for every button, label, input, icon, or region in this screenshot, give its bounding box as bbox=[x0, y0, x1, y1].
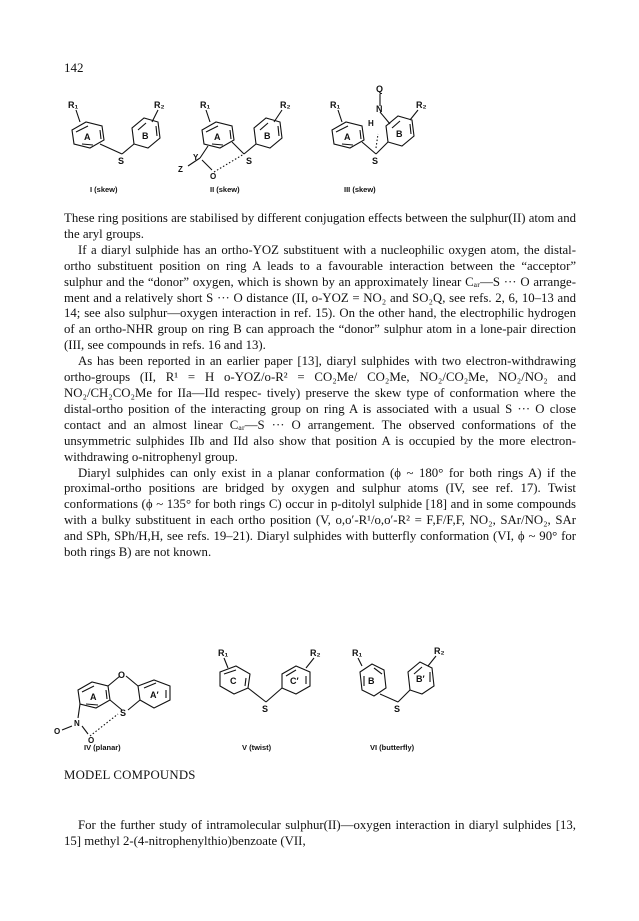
paragraph-3 bbox=[64, 354, 576, 465]
label-ring-a-III: A bbox=[344, 132, 351, 142]
label-ring-a-II: A bbox=[214, 132, 221, 142]
text-line: CO₂Me, NO₂/CO₂Me, NO₂/NO₂ and NO₂/CH₂CO₂Me for IIa—IId respec- bbox=[64, 370, 577, 400]
text-line: the sulphur(II) atom and the aryl groups. bbox=[64, 211, 576, 241]
text-line: conformations of the unsymmetric sulphides IIb and IId also show that bbox=[64, 417, 576, 448]
label-ring-c-prime-V: C′ bbox=[290, 676, 299, 686]
figure-bottom-conformations bbox=[54, 646, 480, 752]
paragraph-2 bbox=[64, 243, 576, 354]
text-line: favourable interaction between the “acceptor” sulphur and the “donor” bbox=[64, 258, 577, 289]
text-line: oxygen atom, the distal-ortho substituent position on ring A leads to a bbox=[64, 242, 576, 273]
label-ring-b-II: B bbox=[264, 131, 271, 141]
figure-top-skew-conformations bbox=[60, 84, 460, 202]
caption-IV: IV (planar) bbox=[84, 743, 121, 752]
text-line: position A is occupied by the more electron-withdrawing o-nitrophenyl bbox=[64, 433, 576, 464]
label-s-IV: S bbox=[120, 708, 127, 718]
text-line: NO₂, SAr/NO₂, SAr and SPh, SPh/H,H, see refs. 19–21). Diaryl sulphides bbox=[64, 513, 577, 544]
structure-II bbox=[188, 110, 282, 172]
text-line: These ring positions are stabilised by different conjugation effects between bbox=[64, 211, 448, 225]
paragraph-4 bbox=[64, 466, 576, 561]
label-ring-b-VI: B bbox=[368, 676, 375, 686]
label-r1-II: R₁ bbox=[200, 100, 211, 110]
label-r2-III: R₂ bbox=[416, 100, 427, 110]
label-s-I: S bbox=[118, 156, 125, 166]
label-s-VI: S bbox=[394, 704, 401, 714]
text-line: ring B can approach the “donor” sulphur atom in a lone-pair direction (III, bbox=[64, 322, 576, 353]
label-h-III: H bbox=[368, 119, 374, 128]
last-paragraph bbox=[64, 818, 576, 850]
label-r2-II: R₂ bbox=[280, 100, 291, 110]
paragraph-1 bbox=[64, 211, 576, 243]
label-n-IV: N bbox=[74, 719, 80, 728]
text-line: oxygen, which is shown by an approximately linear Cₐᵣ—S ··· O arrange- bbox=[192, 274, 576, 289]
text-line: For the further study of intramolecular sulphur(II)—oxygen interaction bbox=[78, 818, 451, 832]
body-text bbox=[64, 211, 576, 561]
label-ring-b-prime-VI: B′ bbox=[416, 674, 425, 684]
text-line: If a diaryl sulphide has an ortho-YOZ substituent with a nucleophilic bbox=[78, 242, 445, 257]
text-line: with butterfly conformation (VI, ϕ ~ 90° for both rings B) are not known. bbox=[64, 529, 577, 560]
label-n-III: N bbox=[376, 104, 383, 114]
paragraph-5 bbox=[64, 818, 576, 850]
caption-III: III (skew) bbox=[344, 185, 376, 194]
caption-VI: VI (butterfly) bbox=[370, 743, 415, 752]
text-line: ment and a relatively short S ··· O distance (II, o-YOZ = NO₂ and SO₂Q, bbox=[64, 290, 446, 305]
structure-III bbox=[332, 94, 418, 154]
section-heading: MODEL COMPOUNDS bbox=[64, 768, 196, 782]
label-y-II: Y bbox=[193, 153, 199, 162]
caption-I: I (skew) bbox=[90, 185, 118, 194]
label-s-V: S bbox=[262, 704, 269, 714]
text-line: group. bbox=[204, 449, 238, 464]
text-line: Diaryl sulphides can only exist in a planar conformation (ϕ ~ 180° for bbox=[78, 465, 464, 480]
text-line: On the other hand, the electrophilic hydrogen of an ortho-NHR group on bbox=[64, 306, 576, 337]
label-q-III: Q bbox=[376, 84, 384, 94]
text-line: tively) preserve the skew type of conformation where the distal-ortho bbox=[64, 385, 576, 416]
label-o-II: O bbox=[210, 172, 217, 181]
label-r2-VI: R₂ bbox=[434, 646, 445, 656]
label-ring-a-I: A bbox=[84, 132, 91, 142]
text-line: see compounds in refs. 16 and 13). bbox=[87, 338, 266, 353]
label-s-III: S bbox=[372, 156, 379, 166]
page-number: 142 bbox=[64, 60, 84, 75]
text-line: in diaryl sulphides [13, 15] methyl 2-(4-nitrophenylthio)benzoate (VII, bbox=[64, 818, 576, 848]
label-r2-V: R₂ bbox=[310, 648, 321, 658]
label-o-bridge-IV: O bbox=[118, 670, 126, 680]
label-ring-a-prime-IV: A′ bbox=[150, 690, 159, 700]
label-r1-V: R₁ bbox=[218, 648, 229, 658]
text-line: sulphur atoms (IV, see ref. 17). Twist conformations (ϕ ~ 135° for both bbox=[64, 481, 576, 512]
label-o-nitro-IV: O bbox=[54, 727, 61, 736]
label-r1-VI: R₁ bbox=[352, 648, 363, 658]
label-r2-I: R₂ bbox=[154, 100, 165, 110]
text-line: see refs. 2, 6, 10–13 and 14; see also sulphur—oxygen interaction in ref. 15). bbox=[64, 290, 577, 321]
caption-II: II (skew) bbox=[210, 185, 240, 194]
text-line: close contact and an almost linear Cₐᵣ—S ··· O arrangement. The observed bbox=[64, 401, 576, 432]
caption-V: V (twist) bbox=[242, 743, 272, 752]
label-z-II: Z bbox=[178, 165, 183, 174]
label-ring-b-III: B bbox=[396, 129, 403, 139]
text-line: both rings A) if the proximal-ortho positions are bridged by oxygen and bbox=[64, 465, 577, 496]
label-ring-b-I: B bbox=[142, 131, 149, 141]
label-r1-III: R₁ bbox=[330, 100, 341, 110]
text-line: position of the interacting group on ring A is associated with a usual S ··· O bbox=[128, 401, 545, 416]
label-ring-c-V: C bbox=[230, 676, 237, 686]
text-line: As has been reported in an earlier paper [13], diaryl sulphides with two bbox=[78, 354, 462, 369]
text-line: rings C) occur in p-ditolyl sulphide [18] and in some compounds with a bbox=[64, 497, 576, 528]
label-s-II: S bbox=[246, 156, 253, 166]
label-ring-a-IV: A bbox=[90, 692, 97, 702]
label-o-nitro2-IV: O bbox=[88, 736, 95, 745]
text-line: electron-withdrawing ortho-groups (II, R¹ = H o-YOZ/o-R² = CO₂Me/ bbox=[64, 354, 577, 385]
label-r1-I: R₁ bbox=[68, 100, 79, 110]
text-line: bulky substituent in each ortho position (V, o,o′-R¹/o,o′-R² = F,F/F,F, bbox=[101, 513, 465, 528]
